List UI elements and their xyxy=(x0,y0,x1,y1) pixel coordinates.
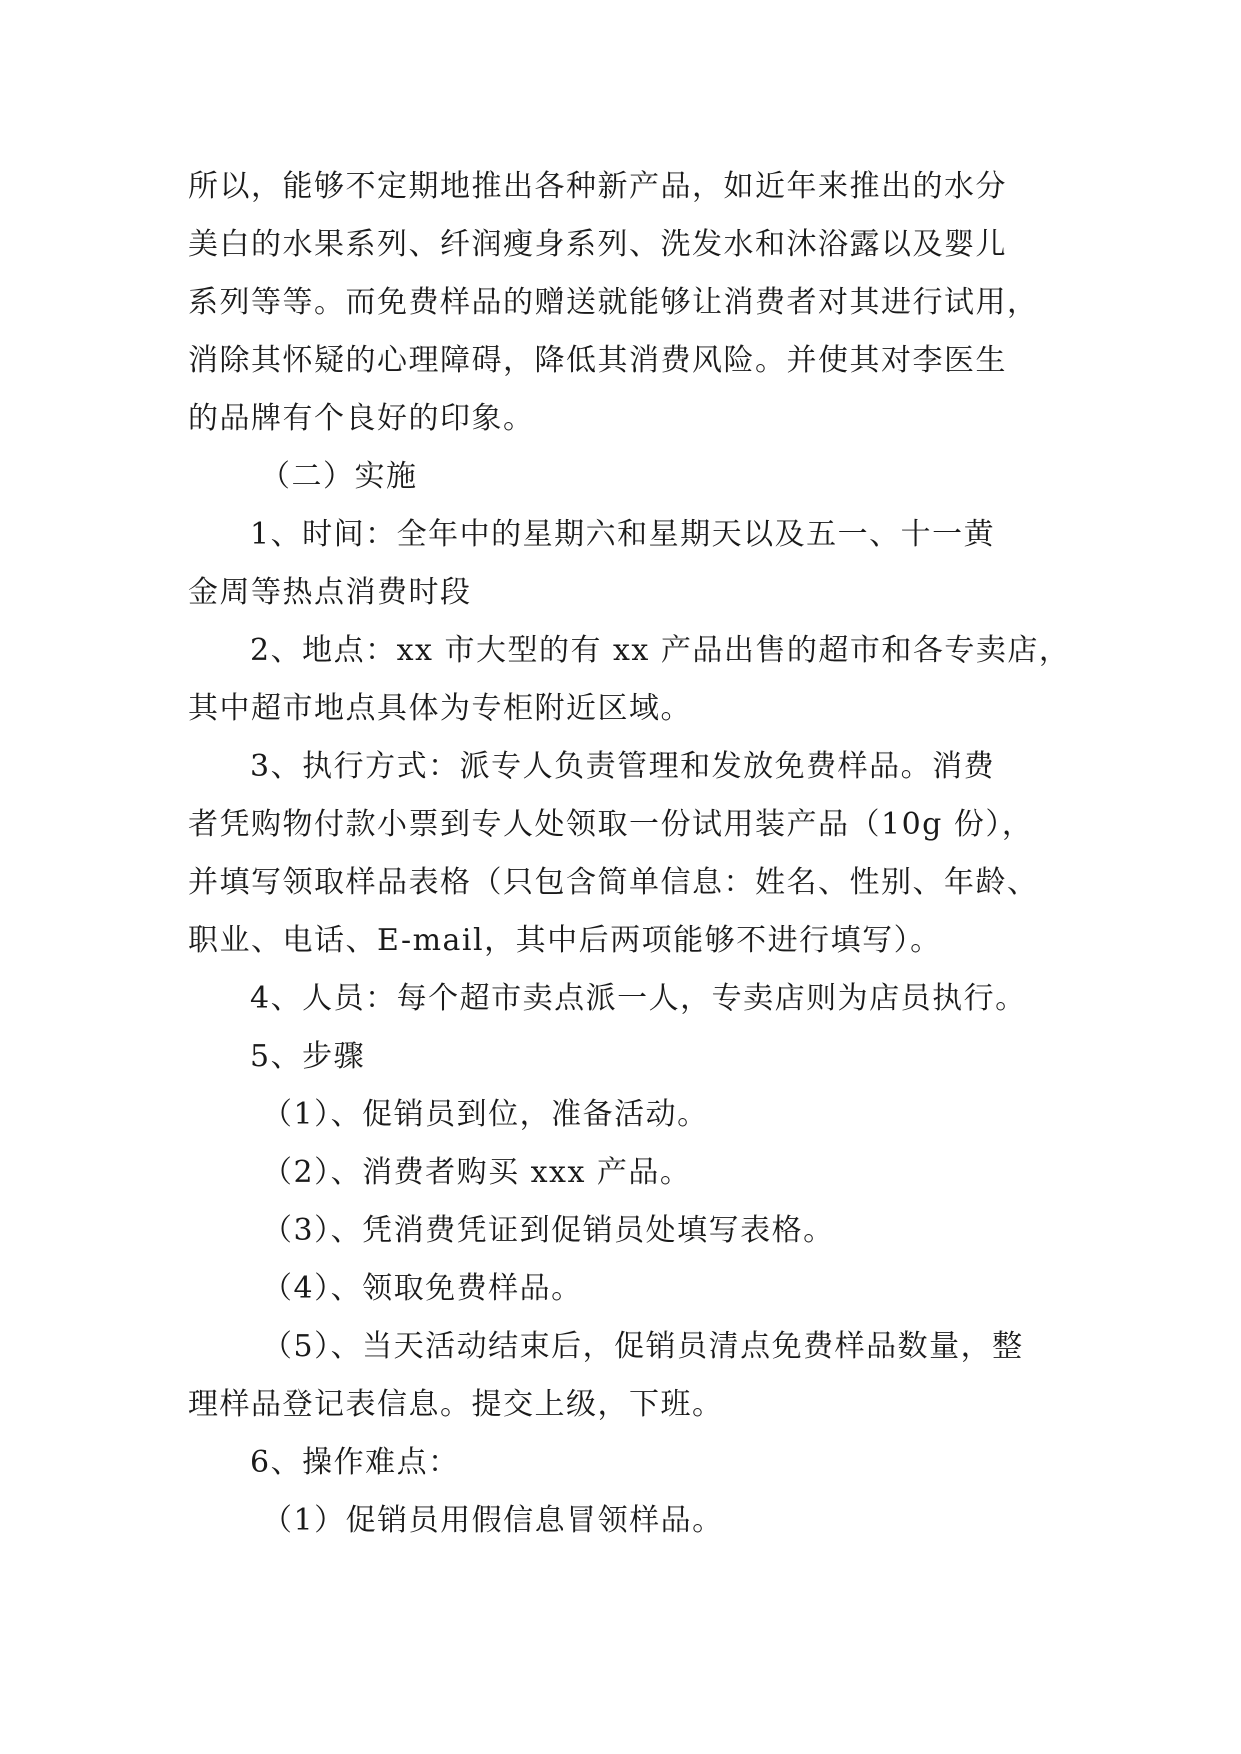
step-item: （3）、凭消费凭证到促销员处填写表格。 xyxy=(262,1213,835,1248)
list-item-staff: 4、人员：每个超市卖点派一人，专卖店则为店员执行。 xyxy=(250,981,1027,1016)
paragraph-line: 所以，能够不定期地推出各种新产品，如近年来推出的水分 xyxy=(188,169,1007,204)
paragraph-line: 的品牌有个良好的印象。 xyxy=(188,401,535,436)
section-heading: （二）实施 xyxy=(260,459,418,494)
paragraph-line: 理样品登记表信息。提交上级，下班。 xyxy=(188,1387,724,1422)
list-item-time: 1、时间：全年中的星期六和星期天以及五一、十一黄 xyxy=(250,517,996,552)
document-body xyxy=(188,158,1088,1550)
paragraph-line: 职业、电话、E-mail，其中后两项能够不进行填写）。 xyxy=(188,923,942,958)
paragraph-line: 金周等热点消费时段 xyxy=(188,575,472,610)
step-item: （2）、消费者购买 xxx 产品。 xyxy=(262,1155,692,1190)
paragraph-line: 者凭购物付款小票到专人处领取一份试用装产品（10g 份）， xyxy=(188,807,1034,842)
step-item: （1）、促销员到位，准备活动。 xyxy=(262,1097,709,1132)
list-item-method: 3、执行方式：派专人负责管理和发放免费样品。消费 xyxy=(250,749,996,784)
paragraph-line: 消除其怀疑的心理障碍，降低其消费风险。并使其对李医生 xyxy=(188,343,1007,378)
step-item: （4）、领取免费样品。 xyxy=(262,1271,583,1306)
list-item-steps: 5、步骤 xyxy=(250,1039,366,1074)
difficulty-item: （1）促销员用假信息冒领样品。 xyxy=(262,1503,724,1538)
step-item: （5）、当天活动结束后，促销员清点免费样品数量，整 xyxy=(262,1329,1024,1364)
paragraph-line: 其中超市地点具体为专柜附近区域。 xyxy=(188,691,692,726)
list-item-location: 2、地点：xx 市大型的有 xx 产品出售的超市和各专卖店， xyxy=(250,633,1071,668)
paragraph-line: 并填写领取样品表格（只包含简单信息：姓名、性别、年龄、 xyxy=(188,865,1039,900)
paragraph-line: 美白的水果系列、纤润瘦身系列、洗发水和沐浴露以及婴儿 xyxy=(188,227,1007,262)
paragraph-line: 系列等等。而免费样品的赠送就能够让消费者对其进行试用， xyxy=(188,285,1039,320)
list-item-difficulties: 6、操作难点： xyxy=(250,1445,460,1480)
